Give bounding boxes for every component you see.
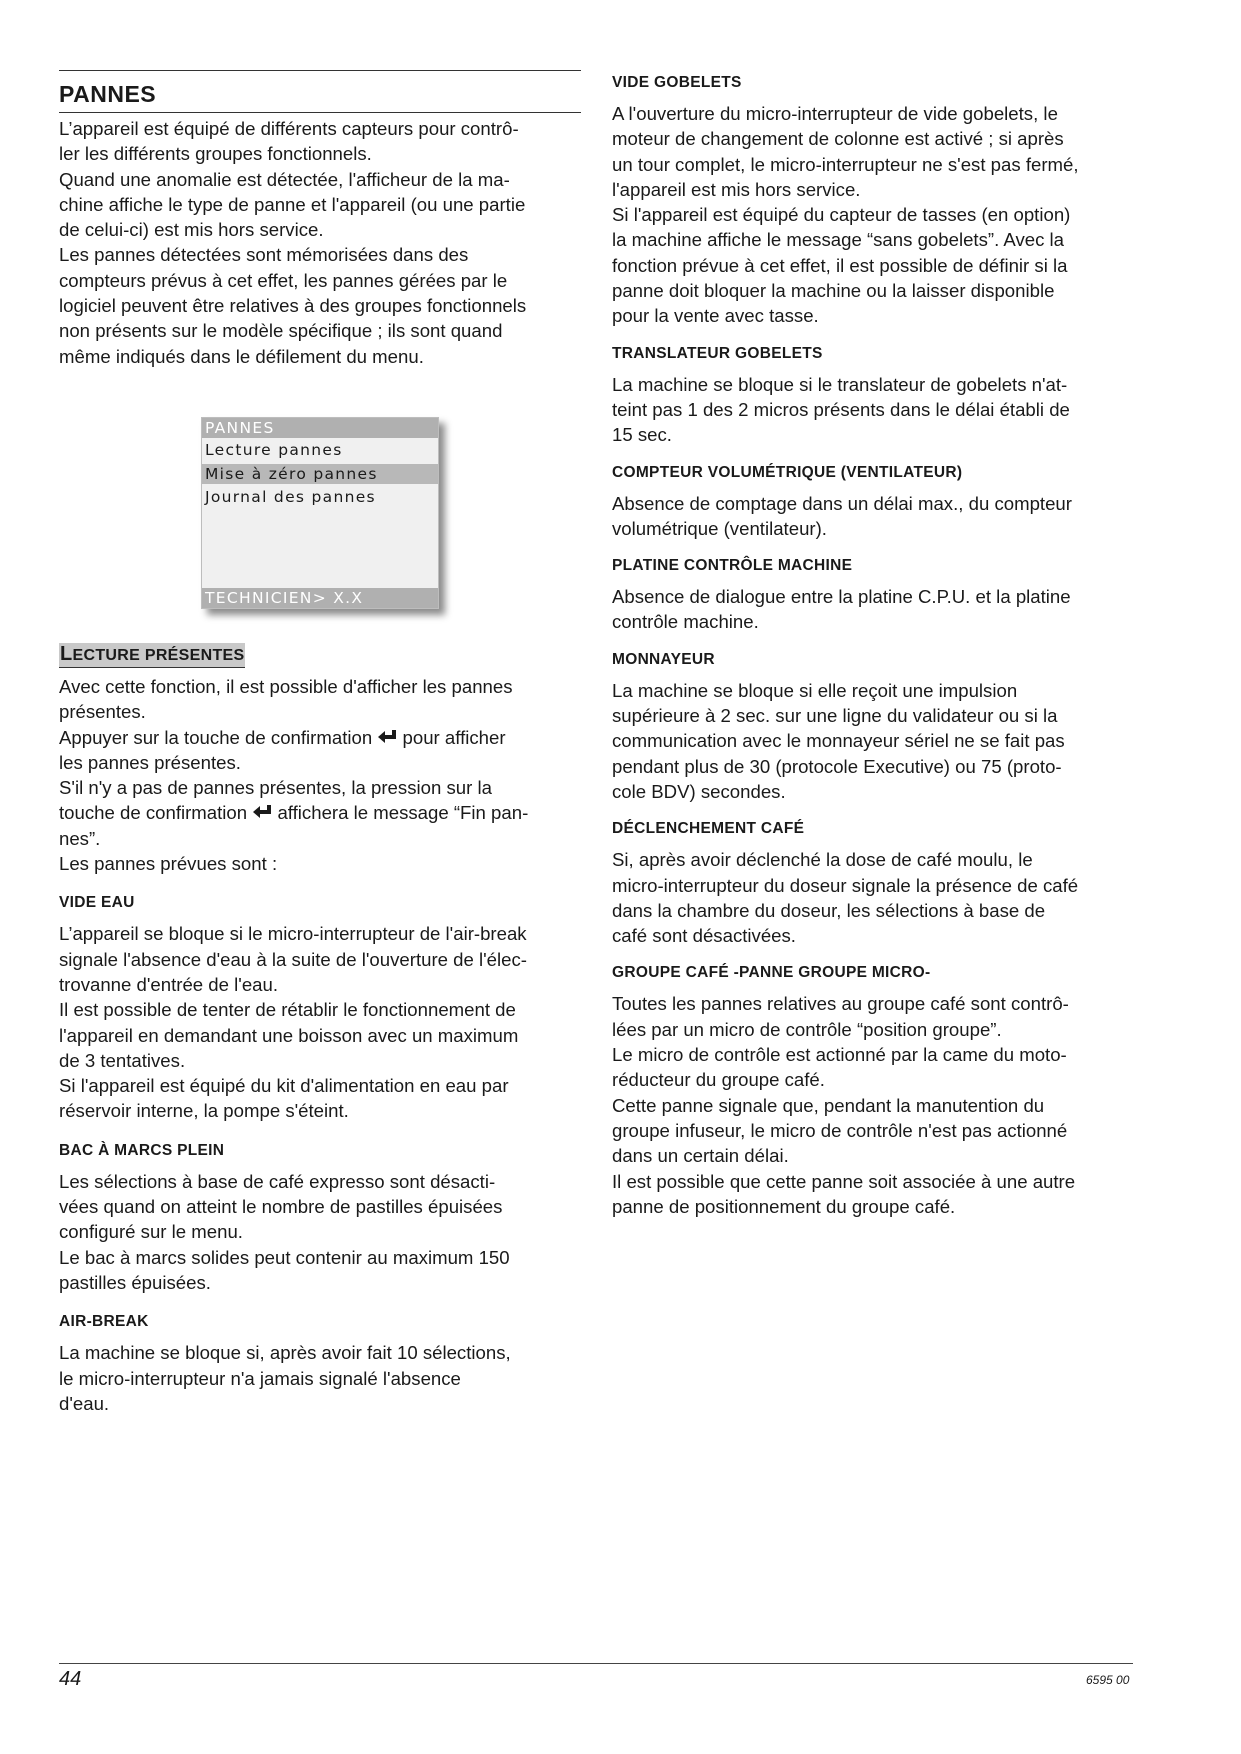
section-heading: DÉCLENCHEMENT CAFÉ <box>612 820 805 838</box>
section-block <box>59 1142 581 1295</box>
text-line: Les pannes détectées sont mémorisées dans des <box>59 244 469 266</box>
text-line: 15 sec. <box>612 424 672 446</box>
section-paragraph <box>59 1169 581 1295</box>
section-heading: TRANSLATEUR GOBELETS <box>612 344 823 362</box>
section-heading: AIR-BREAK <box>59 1313 149 1331</box>
text-line <box>59 725 581 750</box>
lcd-menu-item: Journal des pannes <box>205 487 376 506</box>
text-line: trovanne d'entrée de l'eau. <box>59 973 279 995</box>
text-line: logiciel peuvent être relatives à des groupes fonctionnels <box>59 295 527 317</box>
section-heading: GROUPE CAFÉ -PANNE GROUPE MICRO- <box>612 964 931 982</box>
text-line: contrôle machine. <box>612 611 759 633</box>
text-line: Quand une anomalie est détectée, l'afficheur de la ma- <box>59 168 510 190</box>
text-line: Si, après avoir déclenché la dose de café moulu, le <box>612 849 1033 871</box>
text-segment: Appuyer sur la touche de confirmation <box>59 726 373 748</box>
text-line: pour la vente avec tasse. <box>612 305 819 327</box>
enter-key-icon <box>252 804 272 822</box>
text-line: Les sélections à base de café expresso sont désacti- <box>59 1170 496 1192</box>
text-line: Il est possible que cette panne soit associée à une autre <box>612 1170 1076 1192</box>
text-line: panne doit bloquer la machine ou la laisser disponible <box>612 280 1055 302</box>
heading-initial: L <box>60 642 73 665</box>
text-line: La machine se bloque si le translateur de gobelets n'at- <box>612 373 1068 395</box>
title-top-rule <box>59 70 581 71</box>
text-line: Toutes les pannes relatives au groupe café sont contrô- <box>612 993 1069 1015</box>
section-heading: PLATINE CONTRÔLE MACHINE <box>612 557 853 575</box>
text-line: nes”. <box>59 827 101 849</box>
text-line: dans un certain délai. <box>612 1145 789 1167</box>
text-line: la machine affiche le message “sans gobelets”. Avec la <box>612 229 1065 251</box>
section-paragraph <box>612 584 1136 635</box>
text-line: signale l'absence d'eau à la suite de l'ouverture de l'élec- <box>59 948 527 970</box>
right-sections <box>612 74 1136 1219</box>
section-block <box>612 651 1136 804</box>
intro-paragraph <box>59 116 581 369</box>
text-line: non présents sur le modèle spécifique ; ils sont quand <box>59 320 503 342</box>
text-line: micro-interrupteur du doseur signale la présence de café <box>612 874 1079 896</box>
text-segment: touche de confirmation <box>59 802 248 824</box>
section-block <box>612 345 1136 448</box>
text-line: panne de positionnement du groupe café. <box>612 1195 956 1217</box>
text-line: l'appareil en demandant une boisson avec un maximum <box>59 1024 519 1046</box>
section-paragraph <box>612 491 1136 542</box>
text-line: Si l'appareil est équipé du capteur de tasses (en option) <box>612 204 1071 226</box>
text-segment: pour afficher <box>402 726 506 748</box>
text-line: pendant plus de 30 (protocole Executive) ou 75 (proto- <box>612 755 1062 777</box>
section-block <box>612 464 1136 542</box>
text-line: Le micro de contrôle est actionné par la came du moto- <box>612 1044 1067 1066</box>
title-bottom-rule <box>59 112 581 113</box>
heading-rest: ECTURE PRÉSENTES <box>72 646 245 664</box>
text-line: La machine se bloque si, après avoir fait 10 sélections, <box>59 1342 511 1364</box>
text-line: Absence de dialogue entre la platine C.P.U. et la platine <box>612 586 1071 608</box>
section-block <box>612 74 1136 329</box>
lecture-heading-wrap <box>59 643 581 668</box>
text-line: L’appareil se bloque si le micro-interrupteur de l'air-break <box>59 923 527 945</box>
text-line: S'il n'y a pas de pannes présentes, la pression sur la <box>59 777 492 799</box>
section-heading: COMPTEUR VOLUMÉTRIQUE (VENTILATEUR) <box>612 463 963 481</box>
text-line: Il est possible de tenter de rétablir le fonctionnement de <box>59 999 516 1021</box>
text-line: groupe infuseur, le micro de contrôle n'est pas actionné <box>612 1119 1068 1141</box>
text-line: de celui-ci) est mis hors service. <box>59 219 324 241</box>
right-column <box>612 70 1136 1219</box>
text-line: L’appareil est équipé de différents capteurs pour contrô- <box>59 118 519 139</box>
text-line: Avec cette fonction, il est possible d'afficher les pannes <box>59 675 513 697</box>
section-paragraph <box>612 372 1136 448</box>
text-line: teint pas 1 des 2 micros présents dans le délai établi de <box>612 398 1070 420</box>
section-block <box>59 894 581 1123</box>
section-heading: VIDE GOBELETS <box>612 74 742 91</box>
text-line: même indiqués dans le défilement du menu. <box>59 345 424 367</box>
lcd-display <box>201 417 439 609</box>
section-heading: VIDE EAU <box>59 894 135 912</box>
text-line: communication avec le monnayeur sériel ne se fait pas <box>612 730 1065 752</box>
text-line: A l'ouverture du micro-interrupteur de vide gobelets, le <box>612 103 1058 124</box>
text-line: chine affiche le type de panne et l'appareil (ou une partie <box>59 193 526 215</box>
text-line: Si l'appareil est équipé du kit d'alimentation en eau par <box>59 1075 509 1097</box>
text-line: Le bac à marcs solides peut contenir au maximum 150 <box>59 1246 510 1268</box>
text-line: supérieure à 2 sec. sur une ligne du validateur ou si la <box>612 705 1058 727</box>
text-line: réservoir interne, la pompe s'éteint. <box>59 1100 349 1122</box>
text-line: pastilles épuisées. <box>59 1271 211 1293</box>
section-block <box>612 557 1136 635</box>
text-line: La machine se bloque si elle reçoit une impulsion <box>612 679 1018 701</box>
text-line: fonction prévue à cet effet, il est possible de définir si la <box>612 254 1068 276</box>
page-number: 44 <box>59 1668 82 1690</box>
lcd-menu-item-selected: Mise à zéro pannes <box>202 464 438 484</box>
text-line <box>59 800 581 825</box>
section-block <box>612 964 1136 1219</box>
text-line: lées par un micro de contrôle “position groupe”. <box>612 1018 1002 1040</box>
left-column <box>59 70 581 1416</box>
section-heading: MONNAYEUR <box>612 650 715 668</box>
text-segment: affichera le message “Fin pan- <box>277 802 529 824</box>
section-block <box>612 820 1136 948</box>
text-line: l'appareil est mis hors service. <box>612 178 861 200</box>
section-title: PANNES <box>59 81 157 107</box>
text-line: volumétrique (ventilateur). <box>612 517 827 539</box>
text-line: un tour complet, le micro-interrupteur ne s'est pas fermé, <box>612 153 1079 175</box>
lcd-figure <box>59 369 581 639</box>
text-line: moteur de changement de colonne est activé ; si après <box>612 128 1064 150</box>
text-line: réducteur du groupe café. <box>612 1069 825 1091</box>
text-line: le micro-interrupteur n'a jamais signalé l'absence <box>59 1367 461 1389</box>
section-paragraph <box>59 921 581 1123</box>
lcd-menu-item: Lecture pannes <box>205 440 343 459</box>
footer-rule <box>59 1663 1133 1664</box>
text-line: les pannes présentes. <box>59 751 241 773</box>
lecture-paragraph <box>59 674 581 876</box>
text-line: Absence de comptage dans un délai max., du compteur <box>612 492 1072 514</box>
section-paragraph <box>59 1340 581 1416</box>
text-line: ler les différents groupes fonctionnels. <box>59 143 372 165</box>
section-paragraph <box>612 991 1136 1219</box>
lecture-heading <box>59 643 245 668</box>
text-line: vées quand on atteint le nombre de pastilles épuisées <box>59 1196 503 1218</box>
section-block <box>59 1313 581 1416</box>
text-line: cole BDV) secondes. <box>612 780 786 802</box>
section-paragraph <box>612 101 1136 329</box>
text-line: compteurs prévus à cet effet, les pannes gérées par le <box>59 269 508 291</box>
enter-key-icon <box>377 729 397 747</box>
text-line: présentes. <box>59 701 146 723</box>
text-line: dans la chambre du doseur, les sélections à base de <box>612 899 1046 921</box>
text-line: Cette panne signale que, pendant la manutention du <box>612 1094 1045 1116</box>
section-paragraph <box>612 678 1136 804</box>
left-sections <box>59 894 581 1416</box>
text-line: configuré sur le menu. <box>59 1221 243 1243</box>
lcd-title: PANNES <box>202 418 438 438</box>
text-line: de 3 tentatives. <box>59 1049 186 1071</box>
section-paragraph <box>612 847 1136 948</box>
text-line: d'eau. <box>59 1392 110 1414</box>
lcd-status-bar: TECHNICIEN> X.X <box>202 588 438 608</box>
section-heading: BAC À MARCS PLEIN <box>59 1141 225 1159</box>
document-code: 6595 00 <box>1086 1673 1130 1687</box>
text-line: Les pannes prévues sont : <box>59 853 278 875</box>
text-line: café sont désactivées. <box>612 925 796 947</box>
